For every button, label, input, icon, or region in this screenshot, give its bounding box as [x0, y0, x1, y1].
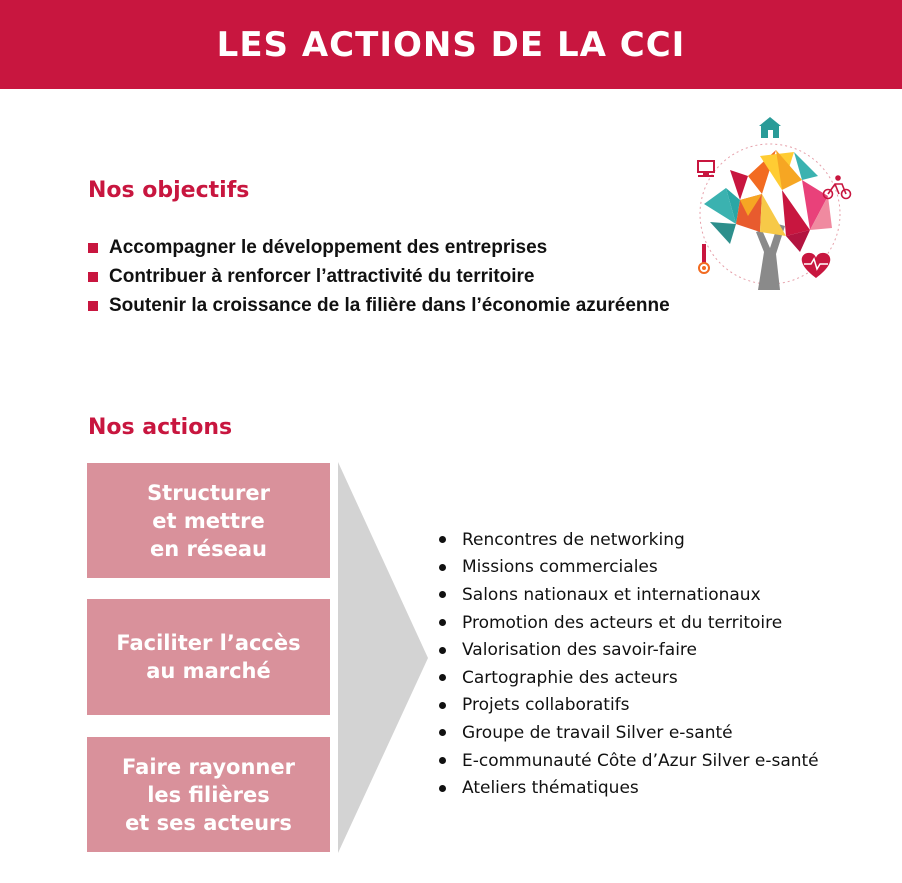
objectives-title: Nos objectifs: [88, 178, 250, 203]
action-box-structure: Structurer et mettre en réseau: [87, 463, 330, 578]
bullet-icon: [439, 591, 446, 598]
action-item: [439, 664, 819, 692]
objective-item: [88, 291, 670, 320]
action-box-market-access: Faciliter l’accès au marché: [87, 599, 330, 715]
action-item: [439, 554, 819, 582]
objective-text: Contribuer à renforcer l’attractivité du territoire: [109, 265, 535, 287]
header-banner: [0, 0, 902, 89]
action-item-text: E-communauté Côte d’Azur Silver e-santé: [462, 750, 819, 771]
bullet-icon: [439, 619, 446, 626]
tree-illustration: [690, 112, 860, 297]
objective-item: [88, 233, 670, 262]
objective-text: Soutenir la croissance de la filière dans l’économie azuréenne: [109, 294, 670, 316]
action-item-text: Promotion des acteurs et du territoire: [462, 612, 783, 633]
action-item: [439, 581, 819, 609]
action-item-text: Valorisation des savoir-faire: [462, 640, 698, 661]
objective-item: [88, 262, 670, 291]
action-item: [439, 636, 819, 664]
house-icon: [759, 117, 781, 138]
action-item: [439, 774, 819, 802]
action-item-text: Rencontres de networking: [462, 529, 685, 550]
action-box-outreach: Faire rayonner les filières et ses acteurs: [87, 737, 330, 852]
bullet-icon: [439, 729, 446, 736]
bullet-icon: [439, 564, 446, 571]
action-item-text: Groupe de travail Silver e-santé: [462, 722, 733, 743]
actions-list: [439, 526, 819, 802]
action-item: [439, 692, 819, 720]
bullet-icon: [439, 757, 446, 764]
actions-title: Nos actions: [88, 415, 233, 440]
action-item: [439, 526, 819, 554]
chevron-arrow-icon: [336, 462, 431, 854]
bullet-icon: [439, 674, 446, 681]
square-bullet-icon: [88, 243, 98, 253]
watch-icon: [699, 244, 709, 273]
action-item-text: Missions commerciales: [462, 557, 658, 578]
bullet-icon: [439, 702, 446, 709]
objective-text: Accompagner le développement des entreprises: [109, 236, 548, 258]
action-item-text: Projets collaboratifs: [462, 695, 630, 716]
action-item-text: Cartographie des acteurs: [462, 667, 678, 688]
bullet-icon: [439, 647, 446, 654]
bullet-icon: [439, 785, 446, 792]
action-item: [439, 719, 819, 747]
action-item: [439, 609, 819, 637]
action-item: [439, 747, 819, 775]
square-bullet-icon: [88, 272, 98, 282]
bullet-icon: [439, 536, 446, 543]
square-bullet-icon: [88, 301, 98, 311]
action-item-text: Ateliers thématiques: [462, 778, 639, 799]
heart-icon: [802, 253, 831, 278]
bicycle-icon: [824, 176, 851, 199]
objectives-list: [88, 233, 670, 320]
action-item-text: Salons nationaux et internationaux: [462, 584, 761, 605]
page-title: LES ACTIONS DE LA CCI: [216, 24, 686, 65]
